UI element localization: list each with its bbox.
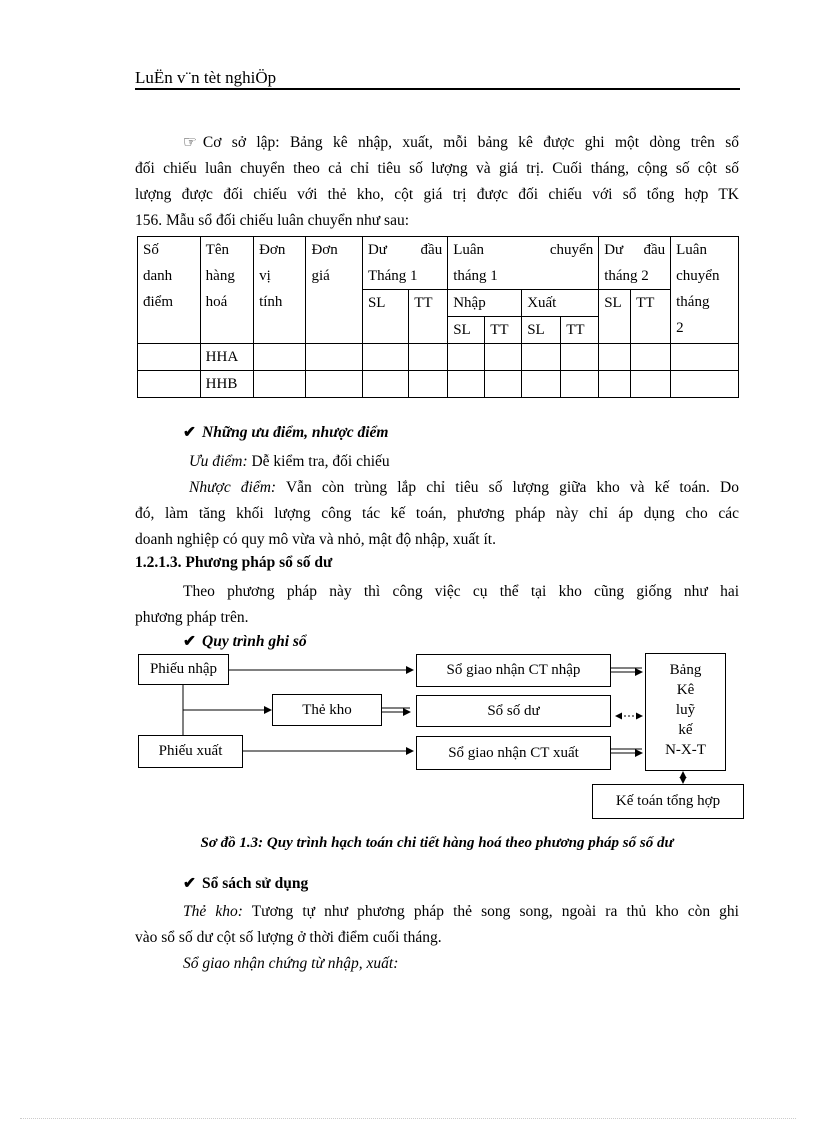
box-the-kho: Thẻ kho [272, 694, 382, 726]
section-heading: 1.2.1.3. Phương pháp sổ số dư [135, 554, 333, 571]
header-du-dau-thang2: Dư đầu tháng 2 [599, 237, 671, 290]
row-label-hhb: HHB [200, 371, 253, 398]
intro-line-4: 156. Mẫu sổ đối chiếu luân chuyển như sau: [135, 212, 410, 229]
header-nhap-tt: TT [485, 317, 522, 344]
process-heading: ✔ Quy trình ghi sổ [183, 633, 307, 650]
books-heading: ✔ Sổ sách sử dụng [183, 875, 309, 892]
the-kho-line-2: vào sổ số dư cột số lượng ở thời điểm cuối tháng. [135, 929, 442, 946]
header-tt-2: TT [631, 290, 671, 344]
check-mark-icon: ✔ [183, 424, 196, 441]
header-luan-chuyen-thang2: Luân chuyển tháng 2 [671, 237, 739, 344]
header-don-vi-tinh: Đơn vị tính [254, 237, 306, 344]
header-xuat-sl: SL [522, 317, 561, 344]
pros-text: Dễ kiểm tra, đối chiếu [247, 453, 390, 470]
header-ten-hang-hoa: Tên hàng hoá [200, 237, 253, 344]
box-ke-toan-tong-hop: Kế toán tổng hợp [592, 784, 744, 819]
header-don-gia: Đơn giá [306, 237, 363, 344]
the-kho-text: Tương tự như phương pháp thẻ song song, ngoài ra thủ kho còn ghi [242, 903, 739, 920]
page-bottom-divider [20, 1118, 796, 1119]
hand-pointer-icon: ☞ [183, 134, 197, 151]
cons-text: Vẫn còn trùng lắp chỉ tiêu số lượng giữa kho và kế toán. Do [276, 479, 739, 496]
box-so-giao-nhan-nhap: Sổ giao nhận CT nhập [416, 654, 611, 687]
diagram-caption: Sơ đồ 1.3: Quy trình hạch toán chi tiết hàng hoá theo phương pháp sổ số dư [200, 835, 674, 851]
box-phieu-xuat: Phiếu xuất [138, 735, 243, 768]
intro-line-1: ☞ Cơ sở lập: Bảng kê nhập, xuất, mỗi bảng kê được ghi một dòng trên sổ [183, 134, 739, 151]
giao-nhan-label: Sổ giao nhận chứng từ nhập, xuất: [183, 955, 399, 972]
section-line-2: phương pháp trên. [135, 609, 249, 626]
check-mark-icon: ✔ [183, 633, 196, 650]
books-paragraph [135, 899, 739, 977]
header-sl-2: SL [599, 290, 631, 344]
intro-line-3: lượng được đối chiếu với thẻ kho, cột giá trị được đối chiếu với sổ tổng hợp TK [135, 186, 739, 203]
intro-line-2: đối chiếu luân chuyển theo cả chỉ tiêu số lượng và giá trị. Cuối tháng, cộng số cột số [135, 160, 739, 177]
cons-line-2: đó, làm tăng khối lượng công tác kế toán, phương pháp này chỉ áp dụng cho các [135, 505, 739, 522]
pros-cons-heading: ✔ Những ưu điểm, nhược điểm [183, 424, 389, 441]
header-du-dau-thang1: Dư đầu Tháng 1 [362, 237, 447, 290]
pros-label: Ưu điểm: [189, 453, 248, 470]
box-phieu-nhap: Phiếu nhập [138, 654, 229, 685]
header-nhap: Nhập [448, 290, 522, 317]
box-bang-ke: Bảng Kê luỹ kế N-X-T [645, 653, 726, 771]
row-label-hha: HHA [200, 344, 253, 371]
box-so-so-du: Sổ số dư [416, 695, 611, 727]
header-tt-1: TT [409, 290, 448, 344]
box-so-giao-nhan-xuat: Sổ giao nhận CT xuất [416, 736, 611, 770]
header-luan-chuyen-thang1: Luân chuyển tháng 1 [448, 237, 599, 290]
page-header-title: LuËn v¨n tèt nghiÖp [135, 68, 277, 87]
header-xuat-tt: TT [561, 317, 599, 344]
header-sl-1: SL [362, 290, 408, 344]
section-line-1: Theo phương pháp này thì công việc cụ thể tại kho cũng giống như hai [183, 583, 739, 600]
check-mark-icon: ✔ [183, 875, 196, 892]
header-so-danh-diem: Số danh điểm [138, 237, 201, 344]
header-xuat: Xuất [522, 290, 599, 317]
cons-label: Nhược điểm: [189, 479, 277, 496]
cons-line-3: doanh nghiệp có quy mô vừa và nhỏ, mật độ nhập, xuất ít. [135, 531, 496, 548]
header-nhap-sl: SL [448, 317, 485, 344]
the-kho-label: Thẻ kho: [183, 903, 243, 920]
